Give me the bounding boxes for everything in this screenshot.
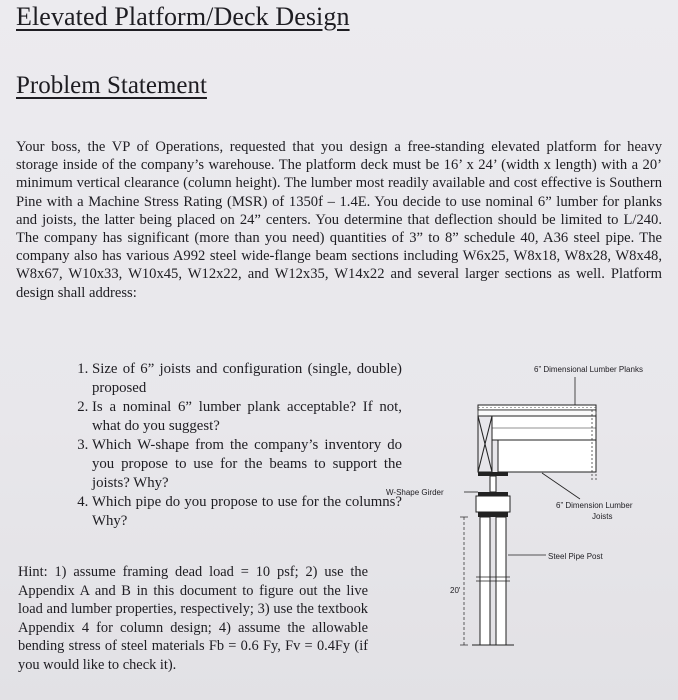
hint-paragraph: Hint: 1) assume framing dead load = 10 psf; 2) use the Appendix A and B in this document to figure out the live load and lumber properties, respectively; 3) use the textbook Appendix 4 for column design; 4) assume the allowable bending stress of steel materials Fb = 0.6 Fy, Fv = 0.4Fy (if you would like to check it). — [18, 564, 368, 673]
section-heading: Problem Statement — [16, 72, 207, 99]
page-title: Elevated Platform/Deck Design — [16, 2, 350, 31]
joists-label-line1: 6” Dimension Lumber — [556, 501, 633, 510]
girder-label: W-Shape Girder — [386, 488, 444, 497]
planks-label: 6” Dimensional Lumber Planks — [534, 365, 643, 374]
problem-paragraph: Your boss, the VP of Operations, requested that you design a free-standing elevated platform for heavy storage inside of the company’s warehouse. The platform deck must be 16’ x 24’ (width x length) with a 20’ minimum vertical clearance (column height). The lumber most readily available and cost effective is Southern Pine with a Machine Stress Rating (MSR) of 1350f – 1.4E. You decide to use nominal 6” lumber for planks and joists, the latter being placed on 24” centers. You determine that deflection should be limited to L/240. The company has significant (more than you need) quantities of 3” to 8” schedule 40, A36 steel pipe. The company also has various A992 steel wide-flange beam sections including W6x25, W8x18, W8x28, W8x48, W8x67, W10x33, W10x45, W12x22, and W12x35, W14x22 and several larger sections as well. Platform design shall address: — [16, 139, 662, 301]
girder — [476, 472, 510, 517]
joists-label-line2: Joists — [592, 512, 613, 521]
question-item: 1. Size of 6” joists and configuration (single, double) proposed — [92, 360, 402, 398]
height-label: 20' — [450, 586, 461, 595]
question-list — [60, 360, 402, 531]
deck-planks — [478, 405, 596, 416]
question-item: 4. Which pipe do you propose to use for the columns? Why? — [92, 493, 402, 531]
question-item: 3. Which W-shape from the company’s inventory do you propose to use for the beams to support the joists? Why? — [92, 436, 402, 493]
post-label: Steel Pipe Post — [548, 552, 603, 561]
question-item: 2. Is a nominal 6” lumber plank acceptable? If not, what do you suggest? — [92, 398, 402, 436]
height-dimension — [460, 517, 468, 645]
steel-pipe-posts — [472, 517, 514, 645]
platform-diagram — [380, 355, 678, 685]
joist-frame — [478, 410, 596, 480]
